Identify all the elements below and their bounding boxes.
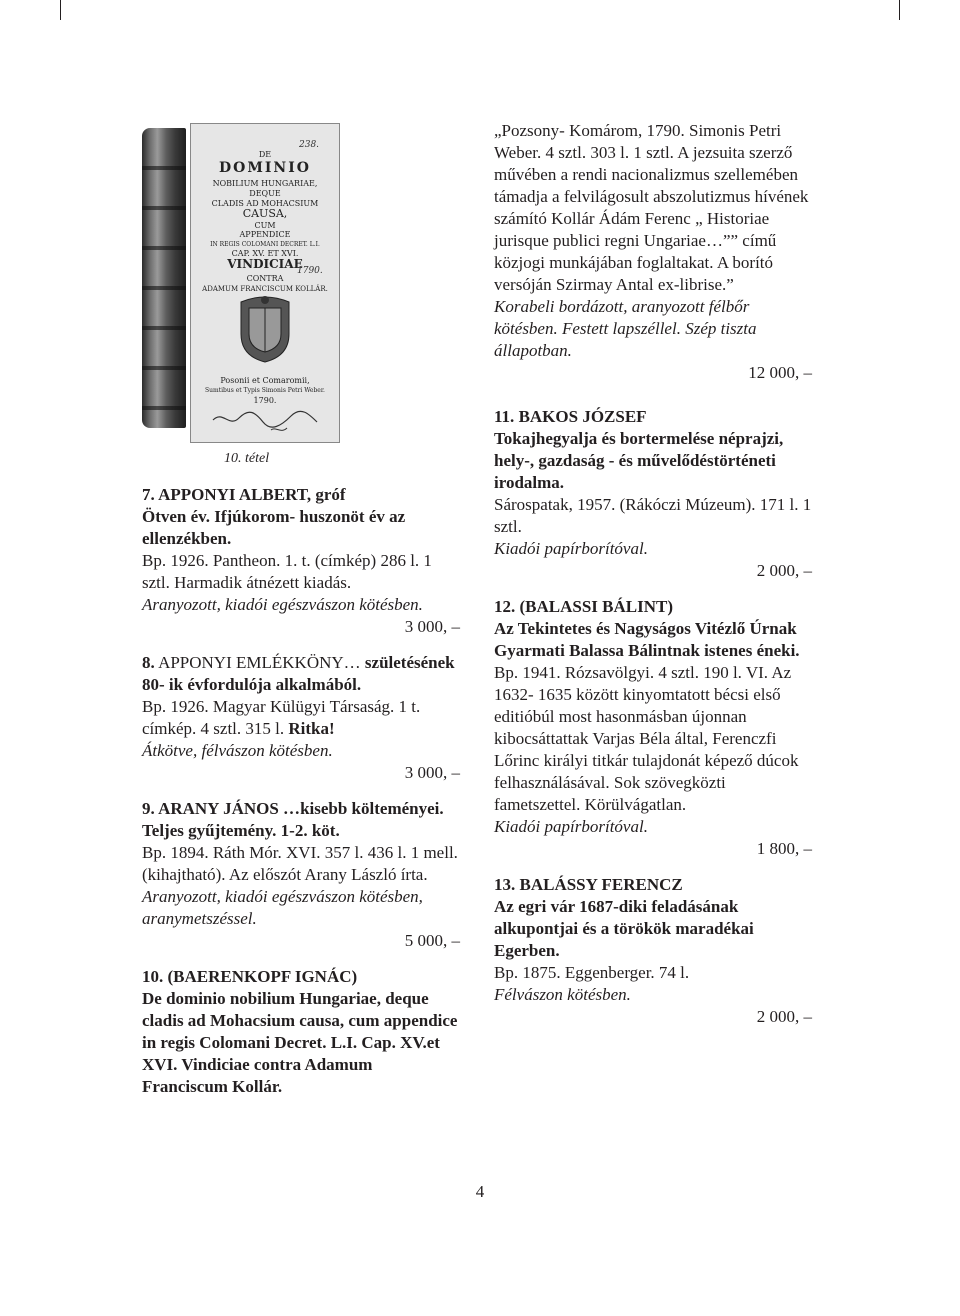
entry-13-price: 2 000, – [756, 1007, 812, 1026]
entry-13-details: Bp. 1875. Eggenberger. 74 l. [494, 963, 690, 982]
entry-7 [142, 484, 460, 638]
entry-7-price: 3 000, – [404, 617, 460, 636]
tp-cum: CUM [254, 221, 276, 230]
entry-12-title: Az Tekintetes és Nagyságos Vitézlő Úrnak Gyarmati Balassa Bálintnak istenes éneki. [494, 619, 800, 660]
entry-12-heading: 12. (BALASSI BÁLINT) [494, 597, 674, 616]
tp-regis: IN REGIS COLOMANI DECRET. L.I. [210, 241, 320, 248]
entry-9 [142, 798, 460, 952]
entry-11-title: Tokajhegyalja és bortermelése néprajzi, hely-, gazdaság - és művelődéstörténeti irodalma. [494, 429, 784, 492]
tp-appendice: APPENDICE [239, 230, 291, 239]
entry-9-details: Bp. 1894. Ráth Mór. XVI. 357 l. 436 l. 1 mell. (kihajtható). Az előszót Arany László írta. [142, 843, 458, 884]
tp-dominio: DOMINIO [219, 160, 311, 176]
handwritten-year: 1790. [297, 266, 323, 276]
entry-13-heading: 13. BALÁSSY FERENCZ [494, 875, 683, 894]
entry-11 [494, 406, 812, 582]
handwritten-number: 238. [299, 140, 320, 150]
entry-11-price: 2 000, – [756, 561, 812, 580]
crop-mark-left [60, 0, 61, 20]
tp-deque: DEQUE [249, 189, 281, 198]
entry-11-binding: Kiadói papírborítóval. [494, 539, 648, 558]
tp-adamum: ADAMUM FRANCISCUM KOLLÁR. [202, 285, 328, 293]
tp-cladis: CLADIS AD MOHACSIUM [211, 199, 319, 208]
entry-13 [494, 874, 812, 1028]
book-spine-image [142, 128, 186, 428]
entry-7-title: Ötven év. Ifjúkorom- huszonöt év az ellenzékben. [142, 507, 406, 548]
entry-10-heading: 10. (BAERENKOPF IGNÁC) [142, 967, 358, 986]
tp-causa: CAUSA, [242, 207, 288, 220]
crop-mark-right [899, 0, 900, 20]
entry-12-details: Bp. 1941. Rózsavölgyi. 4 sztl. 190 l. VI. Az 1632- 1635 között kinyomtatott bécsi első editióbúl most hasonmásban újonnan kibocsáttattak Varjas Béla által, Ferenczfi Lőrinc királyi titkár tulajdonát képező dúcok felhasználásával. Sok szövegközti fametszettel. Körülvágatlan. [494, 663, 799, 814]
entry-11-heading: 11. BAKOS JÓZSEF [494, 407, 647, 426]
tp-cap: CAP. XV. ET XVI. [231, 249, 299, 258]
entry-10-continuation [494, 120, 812, 384]
entry-7-heading: 7. APPONYI ALBERT, gróf [142, 485, 346, 504]
entry-8-heading: 8. APPONYI EMLÉKKÖNY… születésének 80- ik évfordulója alkalmából. [142, 653, 455, 694]
tp-sumtibus: Sumtibus et Typis Simonis Petri Weber. [205, 387, 325, 394]
book-title-page-image [190, 123, 340, 443]
entry-7-binding: Aranyozott, kiadói egészvászon kötésben. [142, 595, 423, 614]
entry-10-binding: Korabeli bordázott, aranyozott félbőr kötésben. Festett lapszéllel. Szép tiszta állapotban. [494, 297, 757, 360]
entry-8-details: Bp. 1926. Magyar Külügyi Társaság. 1 t. címkép. 4 sztl. 315 l. Ritka! [142, 697, 421, 738]
tp-de: DE [258, 150, 272, 159]
left-column [142, 484, 460, 1098]
entry-12-price: 1 800, – [756, 839, 812, 858]
tp-year: 1790. [253, 396, 277, 405]
entry-9-binding: Aranyozott, kiadói egészvászon kötésben, aranymetszéssel. [142, 887, 423, 928]
entry-13-binding: Félvászon kötésben. [494, 985, 631, 1004]
illustration-caption: 10. tétel [224, 451, 270, 466]
tp-posonii: Posonii et Comaromii, [220, 376, 310, 385]
entry-12-binding: Kiadói papírborítóval. [494, 817, 648, 836]
entry-8-price: 3 000, – [404, 763, 460, 782]
tp-nobilium: NOBILIUM HUNGARIAE, [212, 179, 318, 188]
entry-12 [494, 596, 812, 860]
entry-8-binding: Átkötve, félvászon kötésben. [142, 741, 333, 760]
entry-8 [142, 652, 460, 784]
right-column [494, 120, 812, 1028]
entry-9-heading: 9. ARANY JÁNOS …kisebb költeményei. Teljes gyűjtemény. 1-2. köt. [142, 799, 444, 840]
entry-7-details: Bp. 1926. Pantheon. 1. t. (címkép) 286 l. 1 sztl. Harmadik átnézett kiadás. [142, 551, 432, 592]
tp-vindiciae: VINDICIAE [227, 257, 303, 271]
entry-11-details: Sárospatak, 1957. (Rákóczi Múzeum). 171 l. 1 sztl. [494, 495, 812, 536]
handwritten-signature [211, 408, 321, 436]
page-number: 4 [475, 1182, 485, 1201]
entry-10-annotation: „Pozsony- Komárom, 1790. Simonis Petri Weber. 4 sztl. 303 l. 1 sztl. A jezsuita szerző művében a rendi nacionalizmus szellemében támadja a felvilágosult abszolutizmus hívének számító Kollár Ádám Ferenc „ Historiae jurisque publici regni Ungariae…”” című közjogi munkájában foglaltakat. A borító versóján Szirmay Antal ex-librise.” [494, 121, 809, 294]
entry-10-title: De dominio nobilium Hungariae, deque cladis ad Mohacsium causa, cum appendice in regis Colomani Decret. L.I. Cap. XV.et XVI. Vindiciae contra Adamum Franciscum Kollár. [142, 989, 458, 1096]
tp-contra: CONTRA [246, 274, 284, 283]
entry-13-title: Az egri vár 1687-diki feladásának alkupontjai és a törökök maradékai Egerben. [494, 897, 754, 960]
entry-10-price: 12 000, – [748, 363, 812, 382]
entry-10 [142, 966, 460, 1098]
entry-9-price: 5 000, – [404, 931, 460, 950]
coat-of-arms-icon [235, 294, 295, 364]
